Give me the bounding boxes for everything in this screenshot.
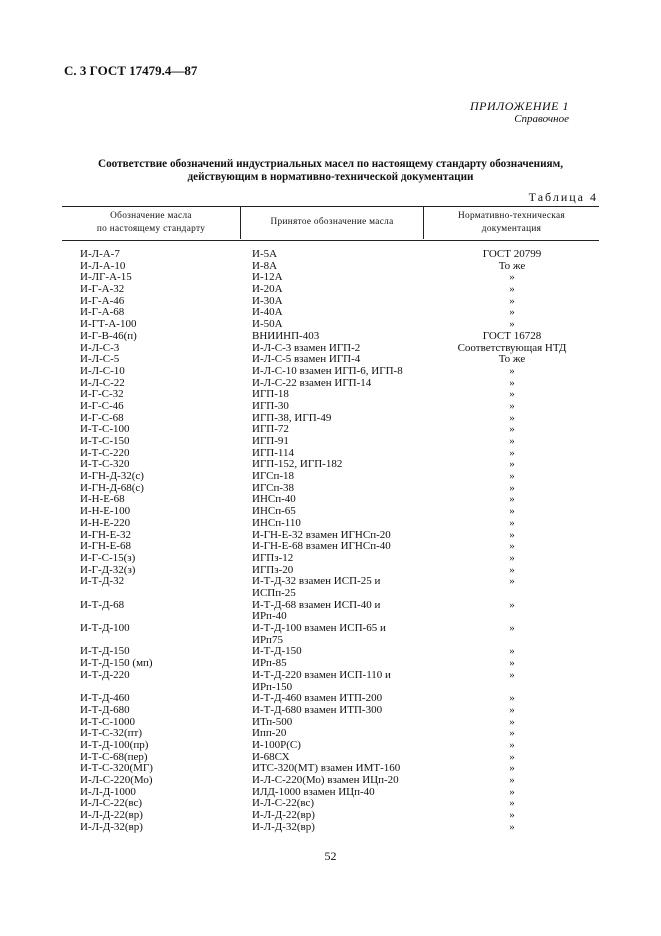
cell-oil-code: И-Н-Е-68 bbox=[80, 493, 125, 506]
cell-accepted-name: И-40А bbox=[252, 306, 283, 319]
cell-normative-doc: » bbox=[509, 563, 515, 576]
cell-oil-code: И-ГТ-А-100 bbox=[80, 318, 137, 331]
document-header: С. 3 ГОСТ 17479.4—87 bbox=[64, 63, 198, 78]
cell-normative-doc: » bbox=[509, 762, 515, 775]
table-row bbox=[0, 284, 661, 296]
cell-oil-code: И-Л-А-10 bbox=[80, 259, 126, 272]
cell-oil-code: И-Т-С-1000 bbox=[80, 715, 135, 728]
cell-normative-doc: » bbox=[509, 318, 515, 331]
table-number-label: Таблица 4 bbox=[528, 190, 598, 204]
cell-normative-doc: » bbox=[509, 458, 515, 471]
cell-oil-code: И-Л-С-220(Мо) bbox=[80, 774, 153, 786]
table-title bbox=[60, 158, 601, 184]
column-header-code: Обозначение масла по настоящему стандарту bbox=[96, 211, 206, 234]
cell-oil-code: И-Т-Д-150 (мп) bbox=[80, 657, 153, 670]
table-row bbox=[0, 740, 661, 752]
cell-oil-code: И-Н-Е-220 bbox=[80, 516, 131, 529]
cell-normative-doc: » bbox=[509, 306, 515, 319]
cell-normative-doc: » bbox=[509, 703, 515, 716]
cell-oil-code: И-Т-Д-100 bbox=[80, 622, 130, 635]
cell-oil-code: И-ГН-Е-32 bbox=[80, 528, 131, 541]
cell-normative-doc: » bbox=[509, 668, 515, 681]
cell-accepted-name: ИГПз-12 bbox=[252, 551, 294, 564]
cell-accepted-name: ИЛД-1000 взамен ИЦп-40 bbox=[252, 785, 375, 798]
cell-oil-code: И-Т-С-220 bbox=[80, 446, 130, 459]
table-row bbox=[0, 331, 661, 343]
cell-oil-code: И-Л-А-7 bbox=[80, 248, 120, 260]
cell-oil-code: И-Т-С-32(пт) bbox=[80, 727, 143, 740]
cell-normative-doc: » bbox=[509, 727, 515, 740]
cell-normative-doc: » bbox=[509, 774, 515, 786]
column-header-accepted: Принятое обозначение масла bbox=[270, 217, 394, 227]
cell-accepted-name: И-Л-С-5 взамен ИГП-4 bbox=[252, 353, 361, 366]
cell-normative-doc: » bbox=[509, 516, 515, 529]
cell-normative-doc: » bbox=[509, 411, 515, 424]
table-row bbox=[0, 623, 661, 646]
cell-oil-code: И-ЛГ-А-15 bbox=[80, 271, 132, 284]
cell-accepted-name: И-Т-Д-460 взамен ИТП-200 bbox=[252, 692, 383, 705]
cell-oil-code: И-Т-С-320 bbox=[80, 458, 130, 471]
cell-normative-doc: » bbox=[509, 551, 515, 564]
cell-normative-doc: » bbox=[509, 692, 515, 705]
cell-oil-code: И-Т-С-150 bbox=[80, 435, 130, 447]
cell-accepted-name: И-5А bbox=[252, 248, 278, 260]
cell-accepted-name: И-100Р(С) bbox=[252, 738, 301, 751]
table-row bbox=[0, 366, 661, 378]
cell-accepted-name: ИГП-114 bbox=[252, 446, 295, 459]
cell-normative-doc: » bbox=[509, 435, 515, 447]
cell-normative-doc: » bbox=[509, 470, 515, 483]
cell-normative-doc: » bbox=[509, 283, 515, 296]
annex-title: ПРИЛОЖЕНИЕ 1 bbox=[470, 99, 569, 113]
cell-normative-doc: » bbox=[509, 809, 515, 822]
table-title-line-2: действующим в нормативно-технической документации bbox=[187, 171, 474, 183]
cell-oil-code: И-Л-С-10 bbox=[80, 364, 125, 377]
cell-normative-doc: ГОСТ 16728 bbox=[482, 329, 542, 342]
table-title-line-1: Соответствие обозначений индустриальных масел по настоящему стандарту обозначениям, bbox=[97, 158, 563, 170]
cell-accepted-name: И-Л-С-10 взамен ИГП-6, ИГП-8 bbox=[252, 364, 403, 377]
table-row bbox=[0, 518, 661, 530]
cell-oil-code: И-ГН-Д-32(с) bbox=[80, 470, 144, 483]
cell-accepted-name: ИНСп-40 bbox=[252, 493, 296, 506]
page-number: 52 bbox=[324, 849, 337, 863]
cell-oil-code: И-Л-Д-22(вр) bbox=[80, 809, 143, 822]
cell-accepted-name: ИРп-85 bbox=[252, 657, 287, 670]
cell-oil-code: И-Г-С-15(з) bbox=[80, 551, 136, 564]
cell-accepted-name: ИНСп-110 bbox=[252, 516, 301, 529]
table-row bbox=[0, 822, 661, 834]
cell-accepted-name: ИГП-38, ИГП-49 bbox=[252, 411, 332, 424]
cell-oil-code: И-ГН-Д-68(с) bbox=[80, 481, 144, 494]
cell-normative-doc: » bbox=[509, 481, 515, 494]
cell-normative-doc: То же bbox=[498, 353, 526, 366]
table-body bbox=[0, 249, 661, 833]
cell-accepted-name: И-8А bbox=[252, 259, 278, 272]
cell-oil-code: И-Г-Д-32(з) bbox=[80, 563, 136, 576]
cell-normative-doc: » bbox=[509, 575, 515, 588]
table-header-rule bbox=[62, 240, 599, 241]
cell-accepted-name: И-Л-Д-22(вр) bbox=[252, 809, 315, 822]
cell-normative-doc: » bbox=[509, 622, 515, 635]
table-row bbox=[0, 471, 661, 483]
cell-normative-doc: ГОСТ 20799 bbox=[482, 248, 542, 260]
table-top-rule bbox=[62, 206, 599, 207]
cell-accepted-name: И-Т-Д-220 взамен ИСП-110 и ИРп-150 bbox=[252, 668, 391, 693]
cell-oil-code: И-Т-Д-680 bbox=[80, 703, 130, 716]
cell-normative-doc: » bbox=[509, 528, 515, 541]
cell-oil-code: И-Л-С-22 bbox=[80, 376, 125, 389]
cell-accepted-name: ВНИИНП-403 bbox=[252, 329, 320, 342]
cell-accepted-name: И-50А bbox=[252, 318, 283, 331]
table-row bbox=[0, 249, 661, 261]
table-row bbox=[0, 670, 661, 693]
cell-accepted-name: ИГП-152, ИГП-182 bbox=[252, 458, 343, 471]
cell-normative-doc: » bbox=[509, 657, 515, 670]
cell-accepted-name: ИГП-91 bbox=[252, 435, 289, 447]
table-row bbox=[0, 600, 661, 623]
cell-accepted-name: И-Л-С-3 взамен ИГП-2 bbox=[252, 341, 361, 354]
cell-accepted-name: И-Т-Д-150 bbox=[252, 645, 302, 658]
cell-oil-code: И-Л-С-5 bbox=[80, 353, 120, 366]
table-row bbox=[0, 553, 661, 565]
cell-oil-code: И-Т-С-68(пер) bbox=[80, 750, 148, 763]
table-row bbox=[0, 401, 661, 413]
column-header-document: Нормативно-техническая документация bbox=[458, 211, 565, 234]
cell-accepted-name: И-Т-Д-68 взамен ИСП-40 и ИРп-40 bbox=[252, 598, 381, 623]
cell-accepted-name: ИГП-30 bbox=[252, 399, 289, 412]
cell-oil-code: И-Г-А-68 bbox=[80, 306, 125, 319]
table-row bbox=[0, 436, 661, 448]
cell-oil-code: И-Г-С-46 bbox=[80, 399, 124, 412]
cell-oil-code: И-Н-Е-100 bbox=[80, 505, 131, 518]
cell-accepted-name: ИГСп-38 bbox=[252, 481, 295, 494]
cell-accepted-name: И-Т-Д-32 взамен ИСП-25 и ИСПп-25 bbox=[252, 575, 381, 599]
table-row bbox=[0, 705, 661, 717]
table-row bbox=[0, 810, 661, 822]
cell-accepted-name: И-30А bbox=[252, 294, 283, 307]
annex-block bbox=[470, 100, 569, 126]
table-row bbox=[0, 576, 661, 599]
cell-oil-code: И-Г-А-46 bbox=[80, 294, 125, 307]
cell-normative-doc: » bbox=[509, 797, 515, 810]
cell-oil-code: И-Т-Д-150 bbox=[80, 645, 130, 658]
cell-accepted-name: ИГП-18 bbox=[252, 388, 289, 401]
cell-oil-code: И-Г-В-46(п) bbox=[80, 329, 137, 342]
cell-normative-doc: » bbox=[509, 388, 515, 401]
cell-oil-code: И-Т-С-100 bbox=[80, 423, 130, 436]
cell-oil-code: И-Л-Д-1000 bbox=[80, 785, 136, 798]
cell-normative-doc: » bbox=[509, 364, 515, 377]
cell-normative-doc: » bbox=[509, 738, 515, 751]
cell-accepted-name: ИГСп-18 bbox=[252, 470, 295, 483]
cell-accepted-name: И-12А bbox=[252, 271, 283, 284]
cell-normative-doc: Соответствующая НТД bbox=[457, 341, 567, 354]
cell-normative-doc: » bbox=[509, 715, 515, 728]
cell-accepted-name: И-Л-Д-32(вр) bbox=[252, 820, 315, 833]
cell-normative-doc: » bbox=[509, 598, 515, 611]
cell-accepted-name: И-Т-Д-680 взамен ИТП-300 bbox=[252, 703, 383, 716]
cell-accepted-name: ИГП-72 bbox=[252, 423, 289, 436]
cell-normative-doc: То же bbox=[498, 259, 526, 272]
cell-normative-doc: » bbox=[509, 820, 515, 833]
cell-accepted-name: Ипп-20 bbox=[252, 727, 287, 740]
cell-normative-doc: » bbox=[509, 294, 515, 307]
cell-oil-code: И-Г-А-32 bbox=[80, 283, 125, 296]
cell-normative-doc: » bbox=[509, 785, 515, 798]
cell-normative-doc: » bbox=[509, 446, 515, 459]
cell-oil-code: И-Л-С-3 bbox=[80, 341, 120, 354]
cell-accepted-name: ИТС-320(МТ) взамен ИМТ-160 bbox=[252, 762, 401, 775]
cell-oil-code: И-Т-Д-32 bbox=[80, 575, 125, 588]
cell-accepted-name: И-68СХ bbox=[252, 750, 290, 763]
cell-normative-doc: » bbox=[509, 505, 515, 518]
cell-accepted-name: И-Т-Д-100 взамен ИСП-65 и ИРп75 bbox=[252, 622, 386, 646]
table-row bbox=[0, 775, 661, 787]
cell-normative-doc: » bbox=[509, 376, 515, 389]
cell-oil-code: И-Л-С-22(вс) bbox=[80, 797, 143, 810]
cell-accepted-name: И-20А bbox=[252, 283, 283, 296]
cell-normative-doc: » bbox=[509, 540, 515, 553]
cell-normative-doc: » bbox=[509, 399, 515, 412]
cell-accepted-name: ИГПз-20 bbox=[252, 563, 294, 576]
cell-normative-doc: » bbox=[509, 493, 515, 506]
cell-oil-code: И-Т-Д-100(пр) bbox=[80, 738, 149, 751]
cell-oil-code: И-Т-Д-68 bbox=[80, 598, 125, 611]
cell-accepted-name: ИТп-500 bbox=[252, 715, 293, 728]
cell-normative-doc: » bbox=[509, 271, 515, 284]
cell-oil-code: И-Л-Д-32(вр) bbox=[80, 820, 143, 833]
cell-normative-doc: » bbox=[509, 423, 515, 436]
cell-oil-code: И-ГН-Е-68 bbox=[80, 540, 131, 553]
cell-oil-code: И-Г-С-68 bbox=[80, 411, 124, 424]
cell-accepted-name: И-Л-С-22 взамен ИГП-14 bbox=[252, 376, 372, 389]
cell-normative-doc: » bbox=[509, 750, 515, 763]
cell-oil-code: И-Т-Д-460 bbox=[80, 692, 130, 705]
cell-accepted-name: И-ГН-Е-32 взамен ИГНСп-20 bbox=[252, 528, 391, 541]
cell-normative-doc: » bbox=[509, 645, 515, 658]
annex-subtitle: Справочное bbox=[514, 113, 569, 125]
cell-accepted-name: И-Л-С-220(Мо) взамен ИЦп-20 bbox=[252, 774, 399, 786]
cell-oil-code: И-Г-С-32 bbox=[80, 388, 124, 401]
cell-accepted-name: И-ГН-Е-68 взамен ИГНСп-40 bbox=[252, 540, 391, 553]
cell-accepted-name: ИНСп-65 bbox=[252, 505, 296, 518]
cell-oil-code: И-Т-С-320(МГ) bbox=[80, 762, 153, 775]
cell-accepted-name: И-Л-С-22(вс) bbox=[252, 797, 315, 810]
cell-oil-code: И-Т-Д-220 bbox=[80, 668, 130, 681]
